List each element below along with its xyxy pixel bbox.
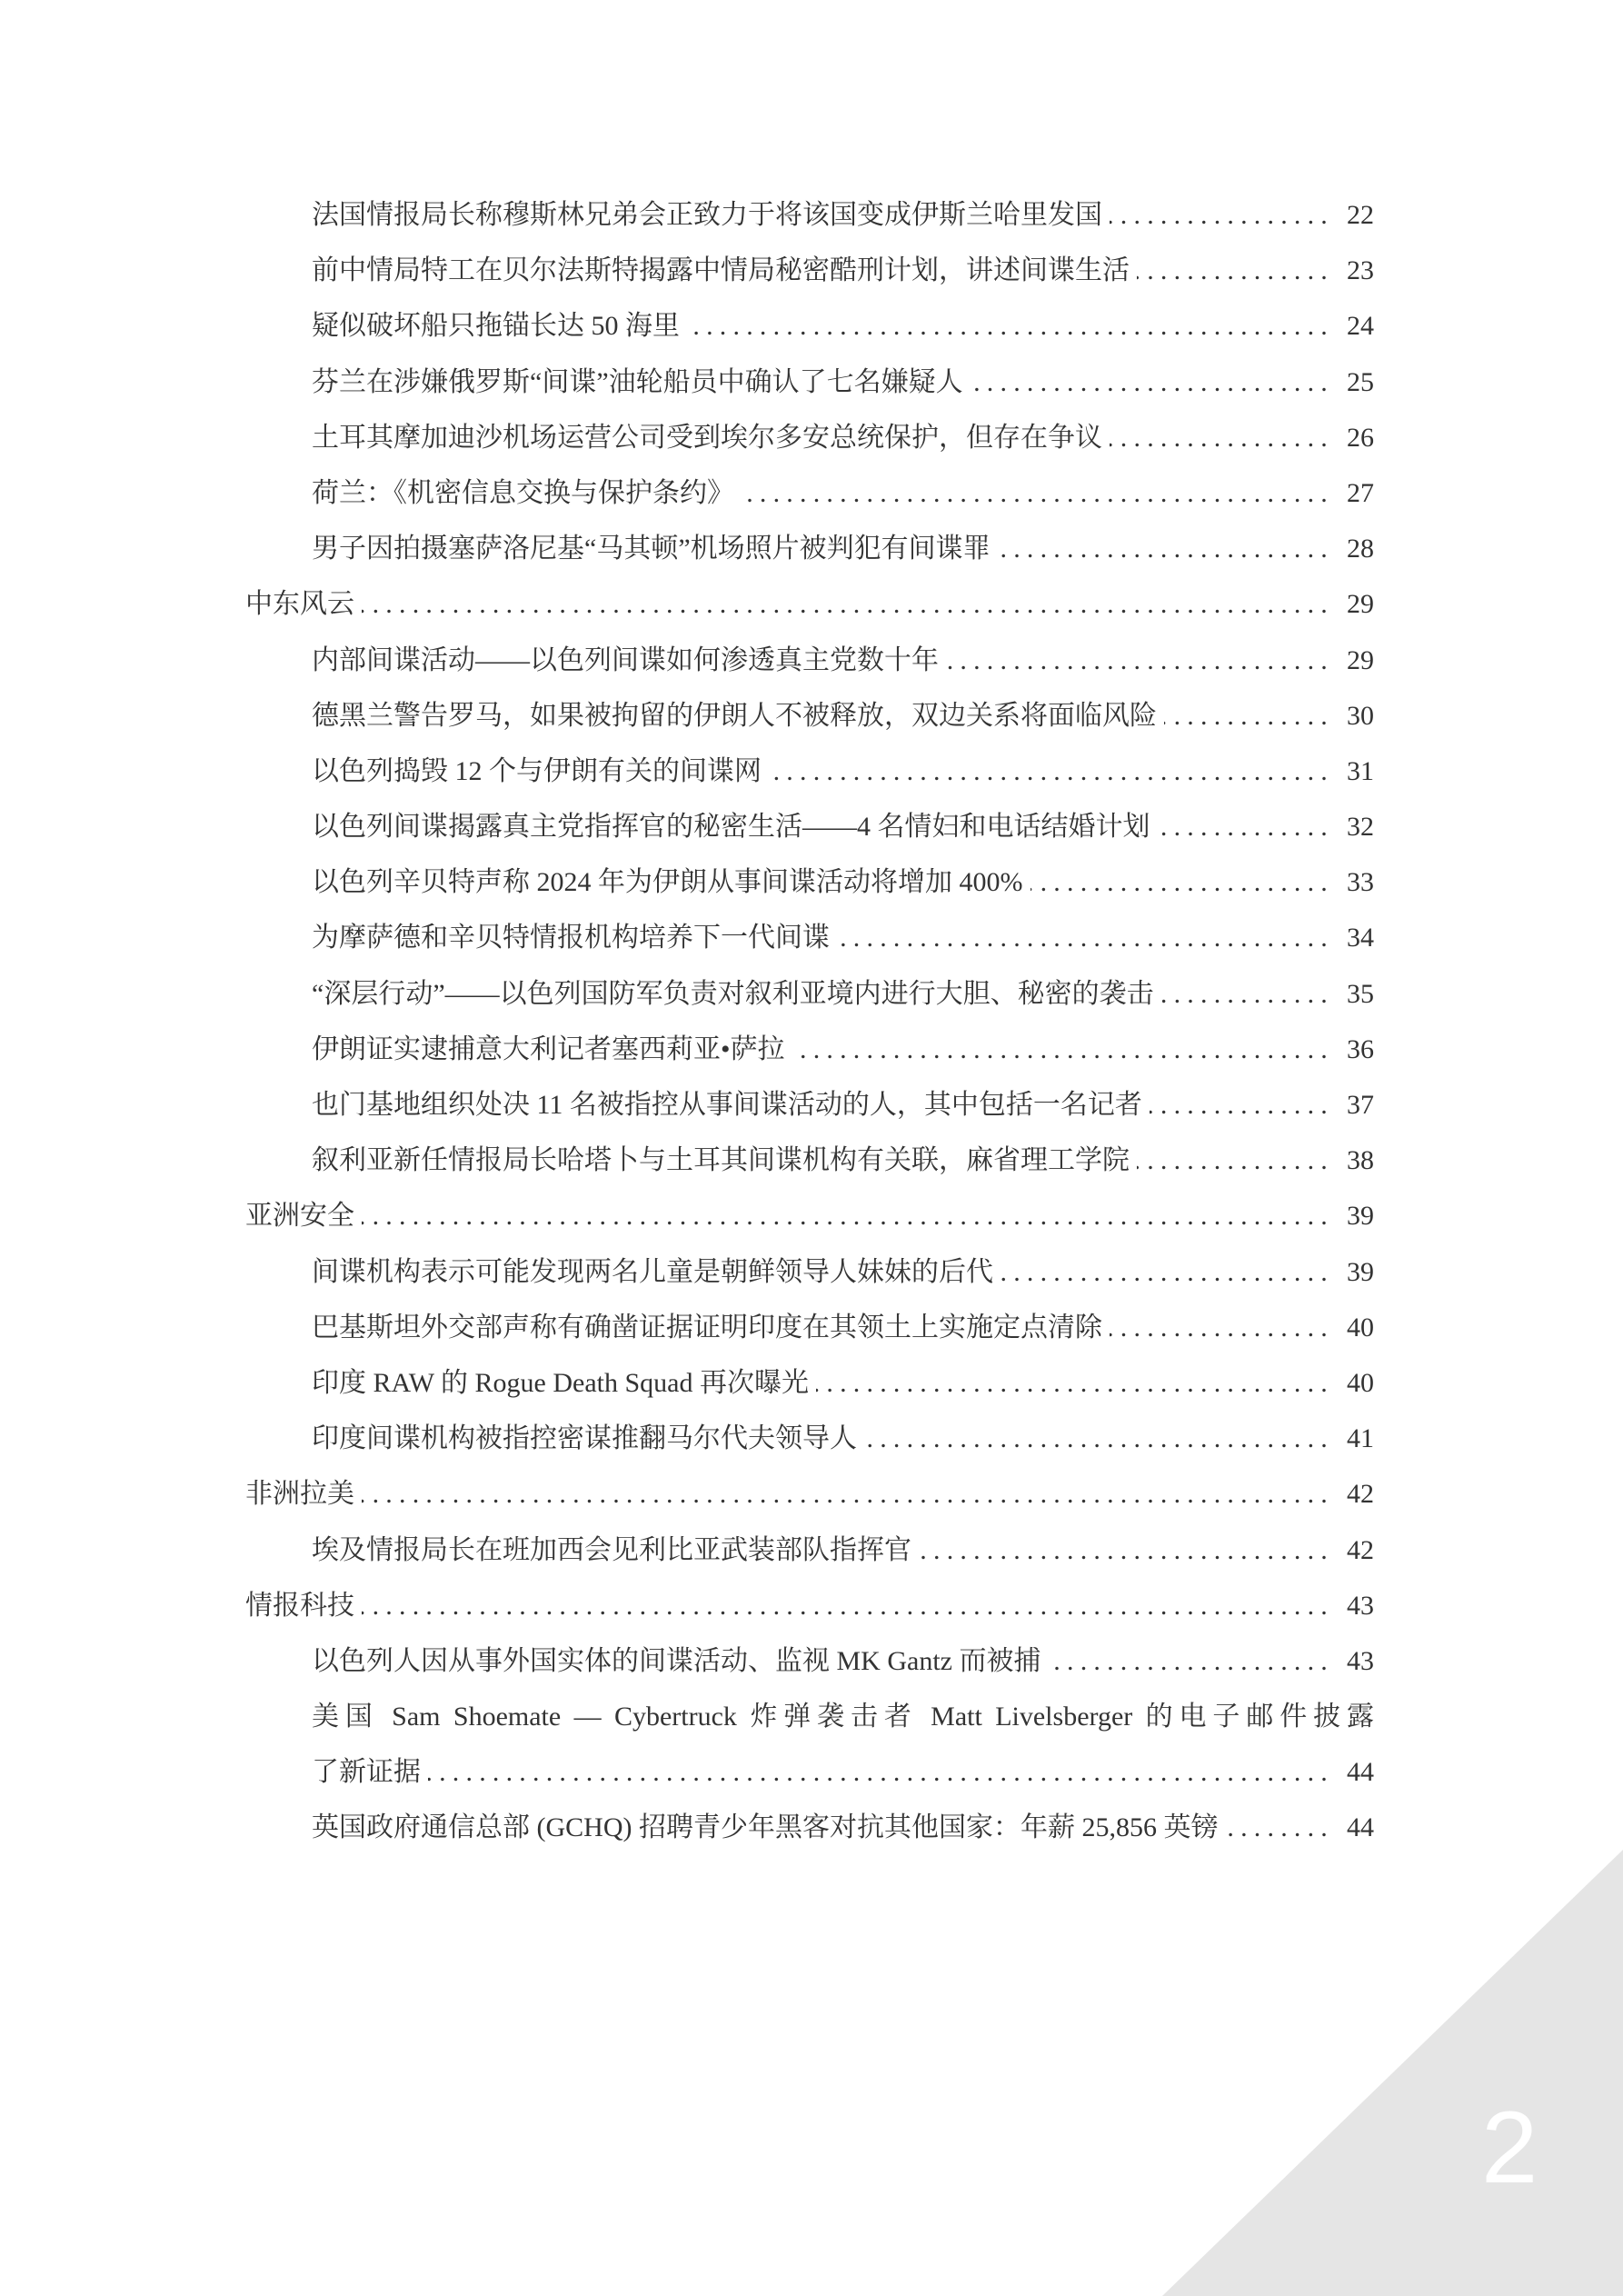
toc-entry-row [312,1022,1374,1077]
toc-section-title: 情报科技 [245,1590,354,1621]
dot-leader [687,298,1334,354]
toc-entry[interactable] [245,966,1374,1022]
toc-entry-row [312,354,1374,410]
dot-leader [1110,187,1334,243]
corner-triangle-decoration [1162,1850,1623,2296]
toc-entry-row [312,633,1374,688]
toc-page-number: 42 [1347,1479,1374,1510]
toc-page-number: 27 [1347,477,1374,508]
toc-entry-title: 间谍机构表示可能发现两名儿童是朝鲜领导人妹妹的后代 [312,1256,993,1287]
toc-page-number: 39 [1347,1256,1374,1287]
toc-page-number: 35 [1347,978,1374,1009]
toc-section-title: 中东风云 [245,589,354,620]
toc-page-number: 23 [1347,255,1374,286]
dot-leader [792,1022,1334,1077]
toc-entry[interactable] [245,1244,1374,1300]
toc-page-number: 43 [1347,1590,1374,1621]
toc-entry[interactable] [245,410,1374,465]
toc-entry-title: 以色列人因从事外国实体的间谍活动、监视 MK Gantz 而被捕 [312,1645,1041,1676]
toc-entry[interactable] [245,854,1374,910]
toc-entry-row [312,854,1374,910]
dot-leader [428,1744,1334,1800]
toc-entry-row [312,1522,1374,1578]
toc-entry[interactable] [245,1300,1374,1355]
dot-leader [1110,410,1334,465]
toc-entry-title: 内部间谍活动——以色列间谍如何渗透真主党数十年 [312,644,939,675]
toc-entry[interactable] [245,688,1374,744]
toc-entry-row [312,243,1374,298]
toc-entry-title: 疑似破坏船只拖锚长达 50 海里 [312,311,680,342]
dot-leader [1110,1300,1334,1355]
toc-entry-row [245,576,1374,632]
dot-leader [816,1355,1334,1411]
toc-entry-row [312,799,1374,854]
dot-leader [1001,1244,1334,1300]
toc-entry-title: 埃及情报局长在班加西会见利比亚武装部队指挥官 [312,1534,911,1565]
dot-leader [971,354,1334,410]
toc-entry-row [312,910,1374,965]
toc-entry-title: 为摩萨德和辛贝特情报机构培养下一代间谍 [312,923,830,953]
table-of-contents [245,187,1374,1856]
toc-entry-row [312,688,1374,744]
toc-entry-row [245,1578,1374,1633]
toc-entry-title: 前中情局特工在贝尔法斯特揭露中情局秘密酷刑计划，讲述间谍生活 [312,255,1130,286]
page-number-folio: 2 [1481,2091,1538,2204]
toc-section-title: 非洲拉美 [245,1479,354,1510]
dot-leader [1031,854,1335,910]
toc-entry[interactable] [245,1022,1374,1077]
toc-entry-row [312,1355,1374,1411]
dot-leader [1048,1633,1334,1689]
toc-page-number: 22 [1347,200,1374,230]
toc-entry[interactable] [245,521,1374,576]
toc-entry-title: 芬兰在涉嫌俄罗斯“间谍”油轮船员中确认了七名嫌疑人 [312,366,963,397]
toc-entry[interactable] [245,1355,1374,1411]
toc-page-number: 40 [1347,1312,1374,1343]
toc-entry[interactable] [245,243,1374,298]
dot-leader [362,576,1334,632]
dot-leader [1137,1133,1334,1188]
toc-entry-row [312,966,1374,1022]
toc-entry-row [312,410,1374,465]
toc-section-heading[interactable] [245,1466,1374,1522]
toc-entry-title-continued: 了新证据 [312,1757,421,1788]
toc-entry-title: 以色列辛贝特声称 2024 年为伊朗从事间谍活动将增加 400% [312,867,1023,898]
toc-entry-row [245,1188,1374,1243]
toc-entry-row [312,1244,1374,1300]
toc-entry-title: 法国情报局长称穆斯林兄弟会正致力于将该国变成伊斯兰哈里发国 [312,200,1102,230]
toc-section-title: 亚洲安全 [245,1201,354,1232]
toc-section-heading[interactable] [245,1188,1374,1243]
toc-entry-title: 叙利亚新任情报局长哈塔卜与土耳其间谍机构有关联，麻省理工学院 [312,1145,1130,1176]
toc-page-number: 36 [1347,1033,1374,1064]
toc-entry-row [312,1800,1374,1855]
toc-entry-row [312,187,1374,243]
dot-leader [998,521,1334,576]
toc-entry-row [312,1744,1374,1800]
toc-page-number: 32 [1347,812,1374,843]
toc-entry-title: 土耳其摩加迪沙机场运营公司受到埃尔多安总统保护，但存在争议 [312,422,1102,453]
toc-entry-title: 巴基斯坦外交部声称有确凿证据证明印度在其领土上实施定点清除 [312,1312,1102,1343]
dot-leader [919,1522,1334,1578]
toc-entry[interactable] [245,910,1374,965]
dot-leader [742,465,1334,521]
dot-leader [1161,966,1334,1022]
toc-entry[interactable] [245,465,1374,521]
toc-entry-title: 男子因拍摄塞萨洛尼基“马其顿”机场照片被判犯有间谍罪 [312,534,991,564]
dot-leader [1150,1077,1334,1133]
dot-leader [769,744,1334,799]
toc-entry-row [312,521,1374,576]
toc-page-number: 40 [1347,1367,1374,1398]
dot-leader [1137,243,1334,298]
toc-section-heading[interactable] [245,1578,1374,1633]
toc-entry[interactable] [245,1633,1374,1689]
toc-entry[interactable] [245,298,1374,354]
toc-entry[interactable] [245,744,1374,799]
toc-entry-row [245,1466,1374,1522]
toc-entry[interactable] [245,1411,1374,1466]
toc-page-number: 30 [1347,700,1374,731]
toc-entry[interactable] [245,1133,1374,1188]
toc-entry[interactable] [245,1077,1374,1133]
toc-page-number: 37 [1347,1090,1374,1120]
toc-page-number: 44 [1347,1812,1374,1843]
toc-page-number: 44 [1347,1757,1374,1788]
toc-page-number: 31 [1347,755,1374,786]
toc-page-number: 42 [1347,1534,1374,1565]
toc-entry-title: 美国 Sam Shoemate — Cybertruck 炸弹袭击者 Matt Livelsberger 的电子邮件披露 [312,1702,1374,1732]
toc-section-heading[interactable] [245,576,1374,632]
toc-entry-row [312,1411,1374,1466]
toc-entry-row [312,465,1374,521]
dot-leader [1164,688,1334,744]
dot-leader [1158,799,1335,854]
dot-leader [864,1411,1334,1466]
toc-entry-row [312,744,1374,799]
toc-page-number: 38 [1347,1145,1374,1176]
toc-page-number: 28 [1347,534,1374,564]
toc-page-number: 25 [1347,366,1374,397]
toc-entry[interactable] [245,799,1374,854]
toc-entry[interactable] [245,187,1374,243]
toc-entry-row [312,298,1374,354]
toc-page-number: 24 [1347,311,1374,342]
toc-entry-title: 德黑兰警告罗马，如果被拘留的伊朗人不被释放，双边关系将面临风险 [312,700,1157,731]
toc-entry[interactable] [245,354,1374,410]
toc-entry-title: 也门基地组织处决 11 名被指控从事间谍活动的人，其中包括一名记者 [312,1090,1142,1120]
toc-page-number: 29 [1347,589,1374,620]
toc-entry-title: 英国政府通信总部 (GCHQ) 招聘青少年黑客对抗其他国家：年薪 25,856 英镑 [312,1812,1219,1843]
toc-entry[interactable] [245,1689,1374,1800]
toc-entry-title: 印度 RAW 的 Rogue Death Squad 再次曝光 [312,1367,810,1398]
dot-leader [362,1466,1334,1522]
toc-page-number: 29 [1347,644,1374,675]
toc-page-number: 26 [1347,422,1374,453]
toc-entry[interactable] [245,1800,1374,1855]
toc-entry-title: 印度间谍机构被指控密谋推翻马尔代夫领导人 [312,1423,857,1454]
toc-entry[interactable] [245,633,1374,688]
toc-entry[interactable] [245,1522,1374,1578]
toc-entry-row [312,1633,1374,1689]
toc-entry-title: 以色列间谍揭露真主党指挥官的秘密生活——4 名情妇和电话结婚计划 [312,812,1150,843]
dot-leader [946,633,1334,688]
dot-leader [1226,1800,1335,1855]
dot-leader [362,1578,1334,1633]
toc-page-number: 39 [1347,1201,1374,1232]
toc-entry-title: 伊朗证实逮捕意大利记者塞西莉亚•萨拉 [312,1033,785,1064]
toc-entry-title: “深层行动”——以色列国防军负责对叙利亚境内进行大胆、秘密的袭击 [312,978,1154,1009]
toc-entry-row [312,1133,1374,1188]
toc-page-number: 34 [1347,923,1374,953]
toc-page-number: 43 [1347,1645,1374,1676]
toc-entry-title: 荷兰：《机密信息交换与保护条约》 [312,477,734,508]
toc-entry-row [312,1300,1374,1355]
toc-page-number: 33 [1347,867,1374,898]
dot-leader [362,1188,1334,1243]
dot-leader [837,910,1334,965]
toc-entry-row [312,1077,1374,1133]
toc-entry-title: 以色列捣毁 12 个与伊朗有关的间谍网 [312,755,762,786]
toc-page-number: 41 [1347,1423,1374,1454]
